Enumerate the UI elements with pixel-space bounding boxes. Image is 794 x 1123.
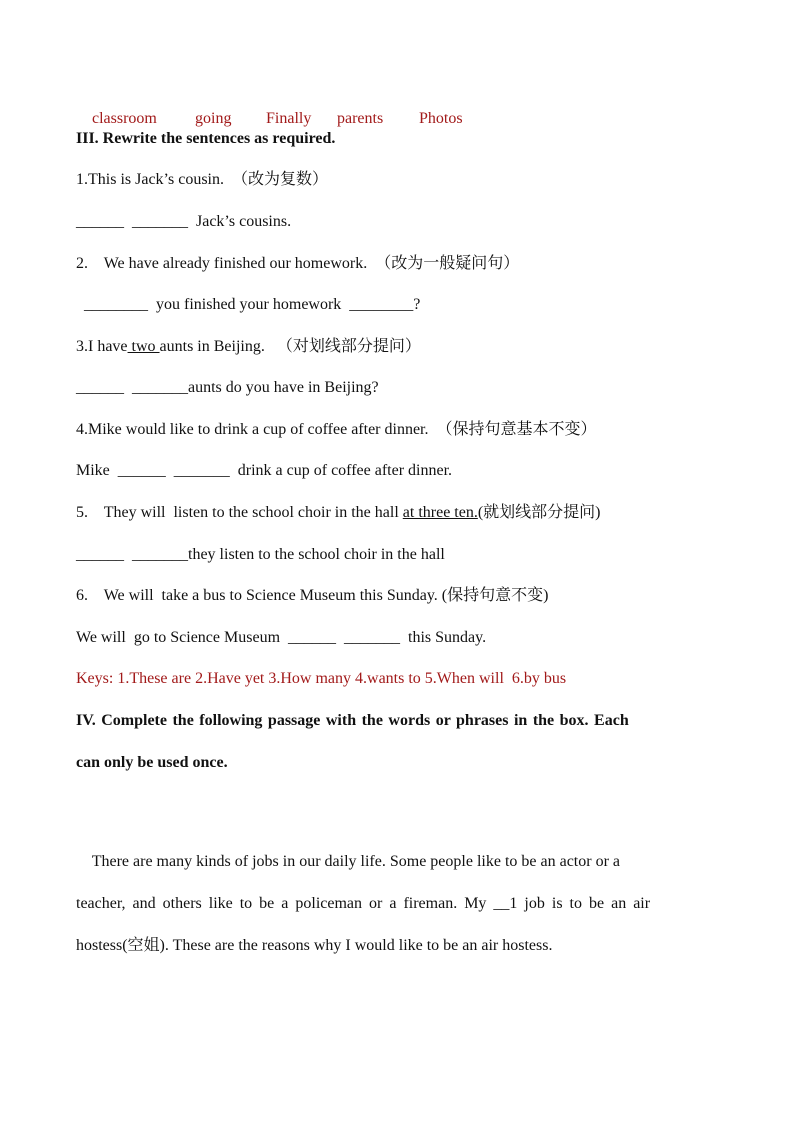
section-3-heading: III. Rewrite the sentences as required. — [76, 130, 336, 147]
question-5 — [76, 502, 601, 524]
passage-line-1: There are many kinds of jobs in our daily life. Some people like to be an actor or a — [76, 853, 620, 870]
section-4-heading-line-1: IV. Complete the following passage with the words or phrases in the box. Each — [76, 712, 629, 729]
word-box-item: going — [195, 110, 232, 127]
answer-line-3: ______ _______aunts do you have in Beijing? — [76, 379, 379, 396]
word-box-item: Photos — [419, 110, 463, 127]
question-1: 1.This is Jack’s cousin. （改为复数） — [76, 171, 328, 188]
question-3-underlined: two — [127, 338, 160, 355]
word-box-item: parents — [337, 110, 384, 127]
passage-line-2: teacher, and others like to be a policeman or a fireman. My __1 job is to be an air — [76, 895, 651, 912]
answer-line-4: Mike ______ _______ drink a cup of coffee after dinner. — [76, 462, 453, 479]
question-5-underlined: at three ten. — [402, 504, 478, 521]
word-box-item: classroom — [92, 110, 157, 127]
question-6: 6. We will take a bus to Science Museum this Sunday. (保持句意不变) — [76, 587, 549, 604]
answer-line-1: ______ _______ Jack’s cousins. — [76, 213, 292, 230]
question-2: 2. We have already finished our homework. （改为一般疑问句） — [76, 255, 520, 272]
question-3-pre: 3.I have — [76, 338, 128, 355]
passage-line-3: hostess(空姐). These are the reasons why I would like to be an air hostess. — [76, 937, 553, 954]
question-5-post: (就划线部分提问) — [477, 504, 601, 521]
question-3-post: aunts in Beijing. （对划线部分提问） — [159, 338, 421, 355]
question-4: 4.Mike would like to drink a cup of coffee after dinner. （保持句意基本不变） — [76, 421, 597, 438]
answer-line-2: ________ you finished your homework ________? — [84, 296, 421, 313]
answer-line-6: We will go to Science Museum ______ _______ this Sunday. — [76, 629, 487, 646]
question-3 — [76, 336, 421, 358]
answer-line-5: ______ _______they listen to the school choir in the hall — [76, 546, 445, 563]
question-5-pre: 5. They will listen to the school choir in the hall — [76, 504, 403, 521]
word-box-item: Finally — [266, 110, 312, 127]
section-4-heading-line-2: can only be used once. — [76, 754, 228, 771]
answer-keys: Keys: 1.These are 2.Have yet 3.How many 4.wants to 5.When will 6.by bus — [76, 670, 567, 687]
